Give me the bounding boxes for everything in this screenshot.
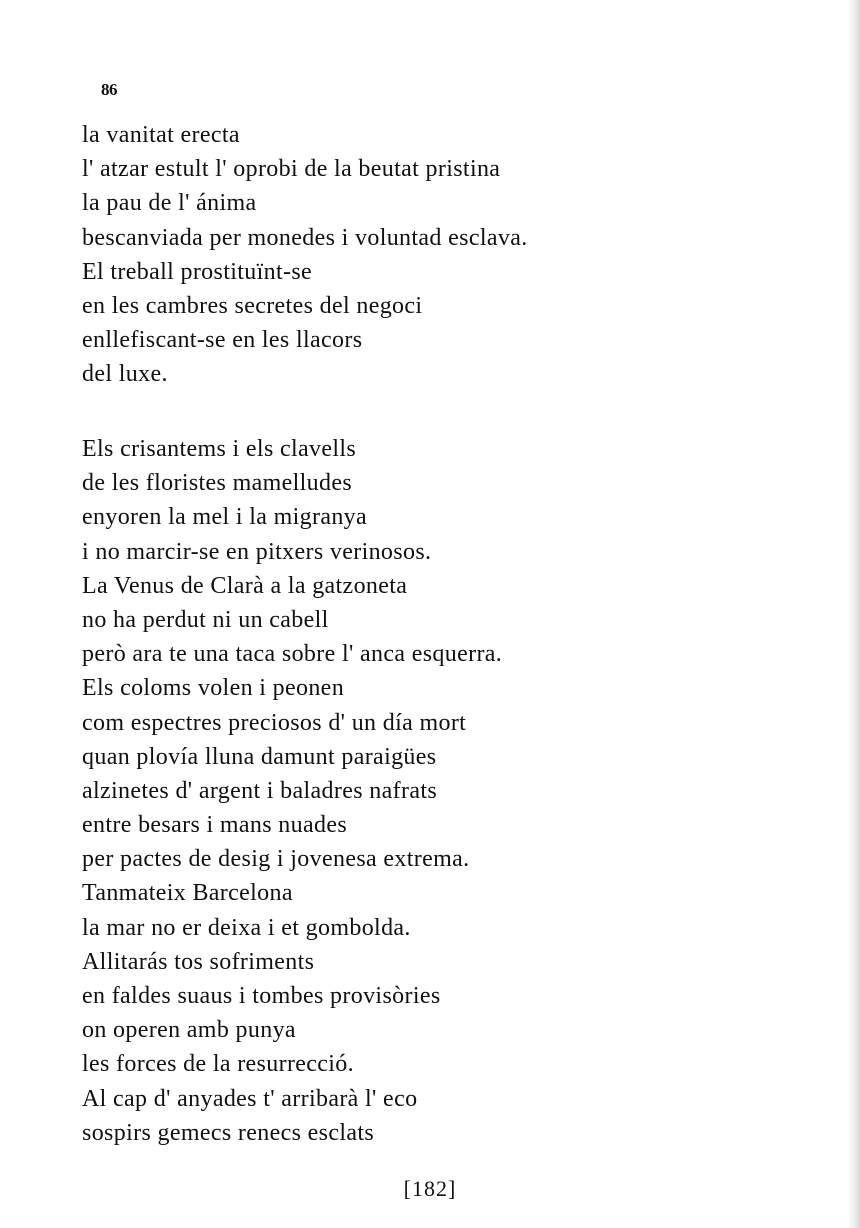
verse-line: del luxe. xyxy=(82,361,168,388)
page-number: 86 xyxy=(101,80,117,99)
verse-line: però ara te una taca sobre l' anca esquerra. xyxy=(82,641,503,668)
verse-line: per pactes de desig i jovenesa extrema. xyxy=(82,846,470,873)
verse-line: Els coloms volen i peonen xyxy=(82,675,345,702)
page-edge-shadow xyxy=(848,0,860,1228)
verse-line: Els crisantems i els clavells xyxy=(82,436,357,462)
verse-line: on operen amb punya xyxy=(82,1017,296,1044)
verse-line: alzinetes d' argent i baladres nafrats xyxy=(82,777,438,804)
verse-line: enyoren la mel i la migranya xyxy=(82,504,368,531)
verse-line: Tanmateix Barcelona xyxy=(82,880,293,907)
verse-line: la vanitat erecta xyxy=(82,122,240,148)
verse-line: Al cap d' anyades t' arribarà l' eco xyxy=(82,1085,418,1112)
verse-line: l' atzar estult l' oprobi de la beutat pristina xyxy=(82,156,501,183)
verse-line: de les floristes mamelludes xyxy=(82,470,353,497)
verse-line: no ha perdut ni un cabell xyxy=(82,606,329,633)
verse-line: La Venus de Clarà a la gatzoneta xyxy=(82,572,408,599)
verse-line: Allitarás tos sofriments xyxy=(82,948,315,975)
verse-line: sospirs gemecs renecs esclats xyxy=(82,1119,375,1146)
verse-line: entre besars i mans nuades xyxy=(82,812,348,839)
verse-line: El treball prostituïnt-se xyxy=(82,258,313,285)
verse-line: les forces de la resurrecció. xyxy=(82,1051,355,1078)
verse-line: la pau de l' ánima xyxy=(82,190,257,217)
verse-line: com espectres preciosos d' un día mort xyxy=(82,709,467,736)
folio-number: [182] xyxy=(403,1176,457,1201)
stanza-2 xyxy=(82,432,502,1150)
verse-line: quan plovía lluna damunt paraigües xyxy=(82,743,437,770)
verse-line: i no marcir-se en pitxers verinosos. xyxy=(82,538,432,565)
verse-line: en faldes suaus i tombes provisòries xyxy=(82,983,441,1009)
verse-line: la mar no er deixa i et gombolda. xyxy=(82,914,411,941)
stanza-1 xyxy=(82,118,528,392)
verse-line: enllefiscant-se en les llacors xyxy=(82,327,363,354)
verse-line: en les cambres secretes del negoci xyxy=(82,292,423,319)
verse-line: bescanviada per monedes i voluntad esclava. xyxy=(82,224,528,251)
